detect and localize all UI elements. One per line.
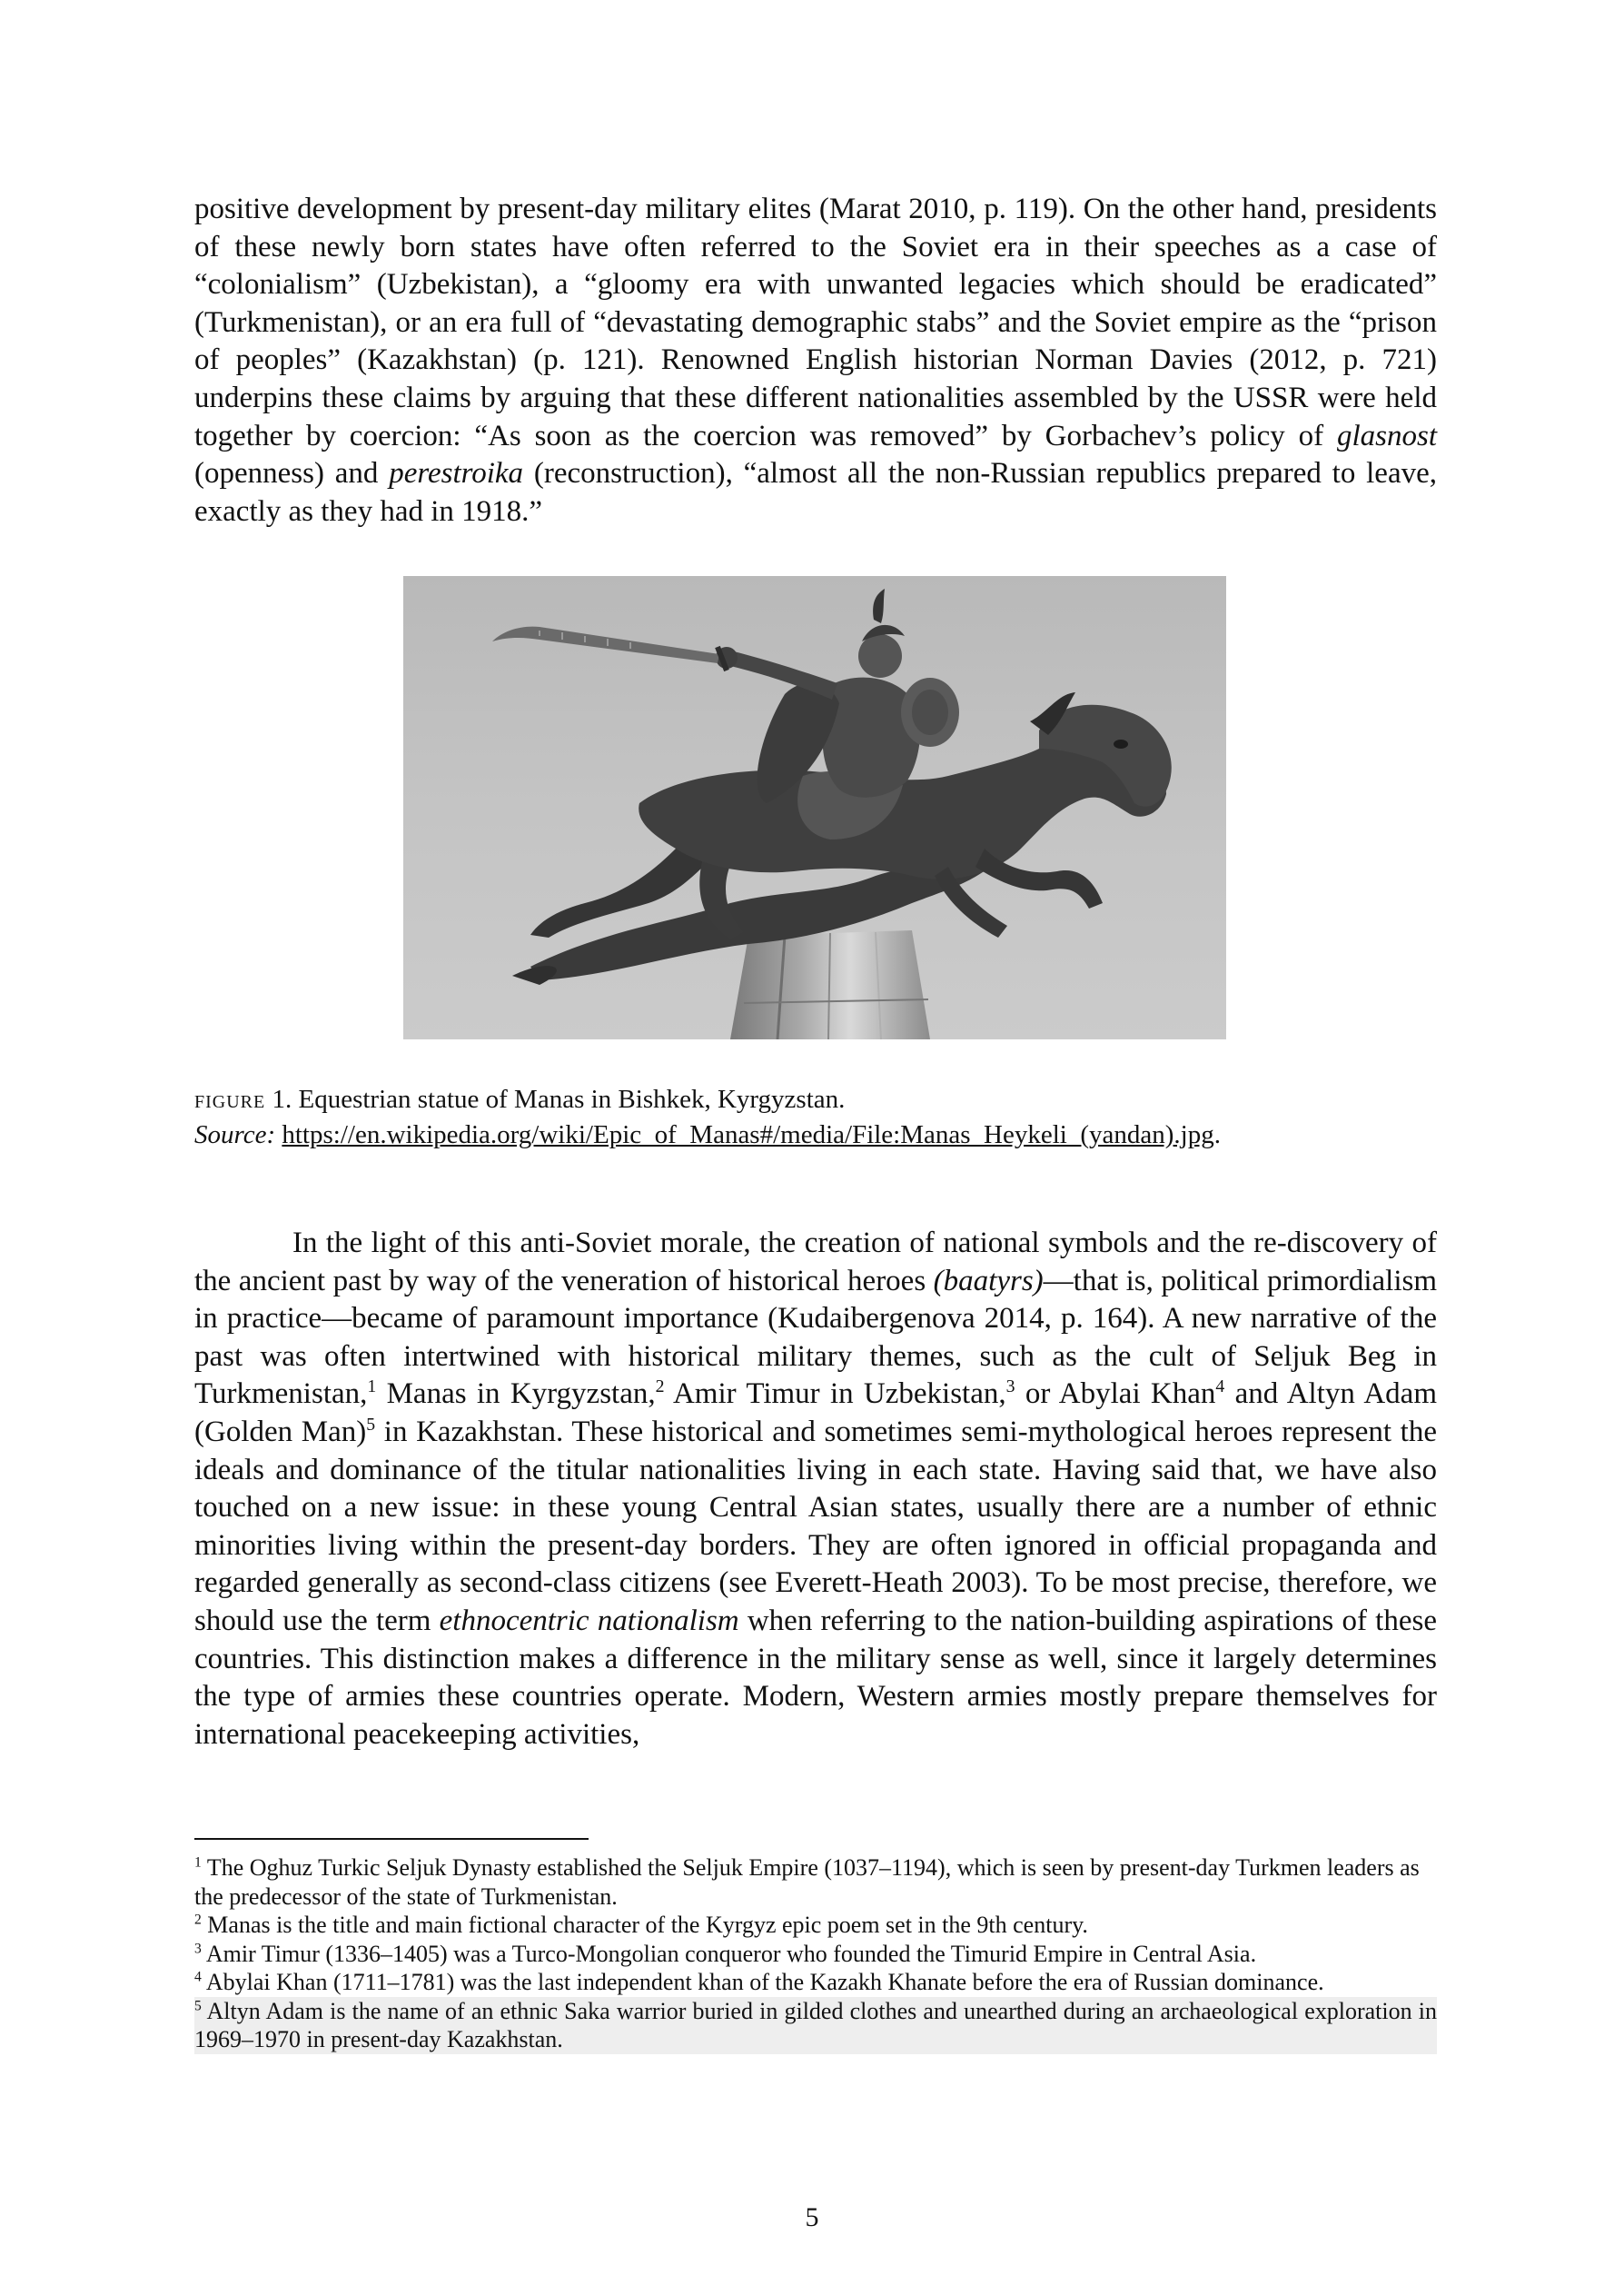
- italic-term-perestroika: perestroika: [389, 457, 524, 491]
- italic-term-glasnost: glasnost: [1336, 419, 1437, 452]
- paragraph-text: positive development by present-day military elites (Marat 2010, p. 119). On the other hand, presidents of these newly born states have often referred to the Soviet era in their speeches as a case of “colonialism” (Uzbekistan), a “gloomy era with unwanted legacies which should be eradicated” (Turkmenistan), or an era full of “devastating demographic stabs” and the Soviet empire as the “prison of peoples” (Kazakhstan) (p. 121). Renowned English historian Norman Davies (2012, p. 721) underpins these claims by arguing that these different nationalities assembled by the USSR were held together by coercion: “As soon as the coercion was removed” by Gorbachev’s policy of: [194, 193, 1437, 452]
- figure-manas-statue-photo: [403, 576, 1226, 1039]
- source-label: Source:: [194, 1120, 276, 1149]
- body-paragraph-1: [194, 191, 1437, 531]
- footnote-number: 4: [194, 1969, 202, 1985]
- italic-term-baatyrs: (baatyrs): [933, 1264, 1044, 1297]
- footnote-text: Amir Timur (1336–1405) was a Turco-Mongolian conqueror who founded the Timurid Empire in Central Asia.: [201, 1940, 1257, 1967]
- footnote-text: The Oghuz Turkic Seljuk Dynasty established the Seljuk Empire (1037–1194), which is seen by present-day Turkmen leaders as the predecessor of the state of Turkmenistan.: [194, 1854, 1420, 1910]
- body-paragraph-2: [194, 1225, 1437, 1754]
- footnote-4: [194, 1968, 1437, 1997]
- page-number: 5: [805, 2202, 819, 2232]
- footnote-ref-3[interactable]: 3: [1005, 1376, 1015, 1397]
- footnote-number: 5: [194, 1997, 202, 2013]
- paragraph-text: (openness) and: [194, 457, 390, 491]
- footnotes-section: [194, 1853, 1437, 2054]
- footnote-ref-4[interactable]: 4: [1215, 1376, 1225, 1397]
- figure-label: FIGURE: [194, 1092, 266, 1112]
- paragraph-text: in Kazakhstan. These historical and sometimes semi-mythological heroes represent the ideals and dominance of the titular nationalities living in each state. Having said that, we have also touched on a new issue: in these young Central Asian states, usually there are a number of ethnic minorities living within the present-day borders. They are often ignored in official propaganda and regarded generally as second-class citizens (see Everett-Heath 2003). To be most precise, therefore, we should use the term: [194, 1415, 1438, 1637]
- caption-text: 1. Equestrian statue of Manas in Bishkek, Kyrgyzstan.: [265, 1085, 846, 1114]
- footnote-2: [194, 1911, 1437, 1940]
- paragraph-text: In the light of this anti-Soviet morale, the creation of national symbols and the re-discovery of the ancient past by way of the veneration of historical heroes: [194, 1227, 1437, 1297]
- footnote-number: 1: [194, 1854, 202, 1871]
- paragraph-text: (reconstruction), “almost all the non-Russian republics prepared to leave, exactly as they had in 1918.”: [194, 457, 1437, 528]
- footnote-separator: [194, 1838, 589, 1840]
- figure-caption: [194, 1083, 1437, 1151]
- equestrian-statue-illustration: [403, 576, 1226, 1039]
- footnote-number: 2: [194, 1912, 202, 1928]
- italic-term-ethnocentric-nationalism: ethnocentric nationalism: [439, 1604, 739, 1637]
- footnote-ref-1[interactable]: 1: [367, 1376, 377, 1397]
- paragraph-text: Manas in Kyrgyzstan,: [376, 1377, 656, 1411]
- footnote-number: 3: [194, 1940, 202, 1956]
- paragraph-text: and Altyn Adam (Golden Man): [194, 1377, 1437, 1448]
- footnote-text: Altyn Adam is the name of an ethnic Saka warrior buried in gilded clothes and unearthed during an archaeological exploration in 1969–1970 in present-day Kazakhstan.: [194, 1997, 1437, 2052]
- footnote-1: [194, 1853, 1437, 1911]
- footnote-text: Abylai Khan (1711–1781) was the last independent khan of the Kazakh Khanate before the era of Russian dominance.: [201, 1969, 1324, 1995]
- caption-line-1: [194, 1083, 1437, 1118]
- paragraph-text: when referring to the nation-building aspirations of these countries. This distinction makes a difference in the military sense as well, since it largely determines the type of armies these countries operate. Modern, Western armies mostly prepare themselves for international peacekeeping activities,: [194, 1604, 1437, 1751]
- paragraph-text: or Abylai Khan: [1015, 1377, 1216, 1411]
- paragraph-text: —that is, political primordialism in practice—became of paramount importance (Kudaibergenova 2014, p. 164). A new narrative of the past was often intertwined with historical military themes, such as the cult of Seljuk Beg in Turkmenistan,: [194, 1264, 1438, 1411]
- source-link[interactable]: https://en.wikipedia.org/wiki/Epic_of_Manas#/media/File:Manas_Heykeli_(yandan).jpg: [282, 1120, 1214, 1149]
- footnote-3: [194, 1940, 1437, 1969]
- footnote-text: Manas is the title and main fictional character of the Kyrgyz epic poem set in the 9th century.: [201, 1912, 1088, 1938]
- source-period: .: [1213, 1120, 1221, 1149]
- footnote-5: [194, 1997, 1437, 2054]
- footnote-ref-2[interactable]: 2: [655, 1376, 665, 1397]
- paragraph-text: Amir Timur in Uzbekistan,: [664, 1377, 1006, 1411]
- caption-line-2: [194, 1118, 1437, 1151]
- footnote-ref-5[interactable]: 5: [366, 1414, 376, 1435]
